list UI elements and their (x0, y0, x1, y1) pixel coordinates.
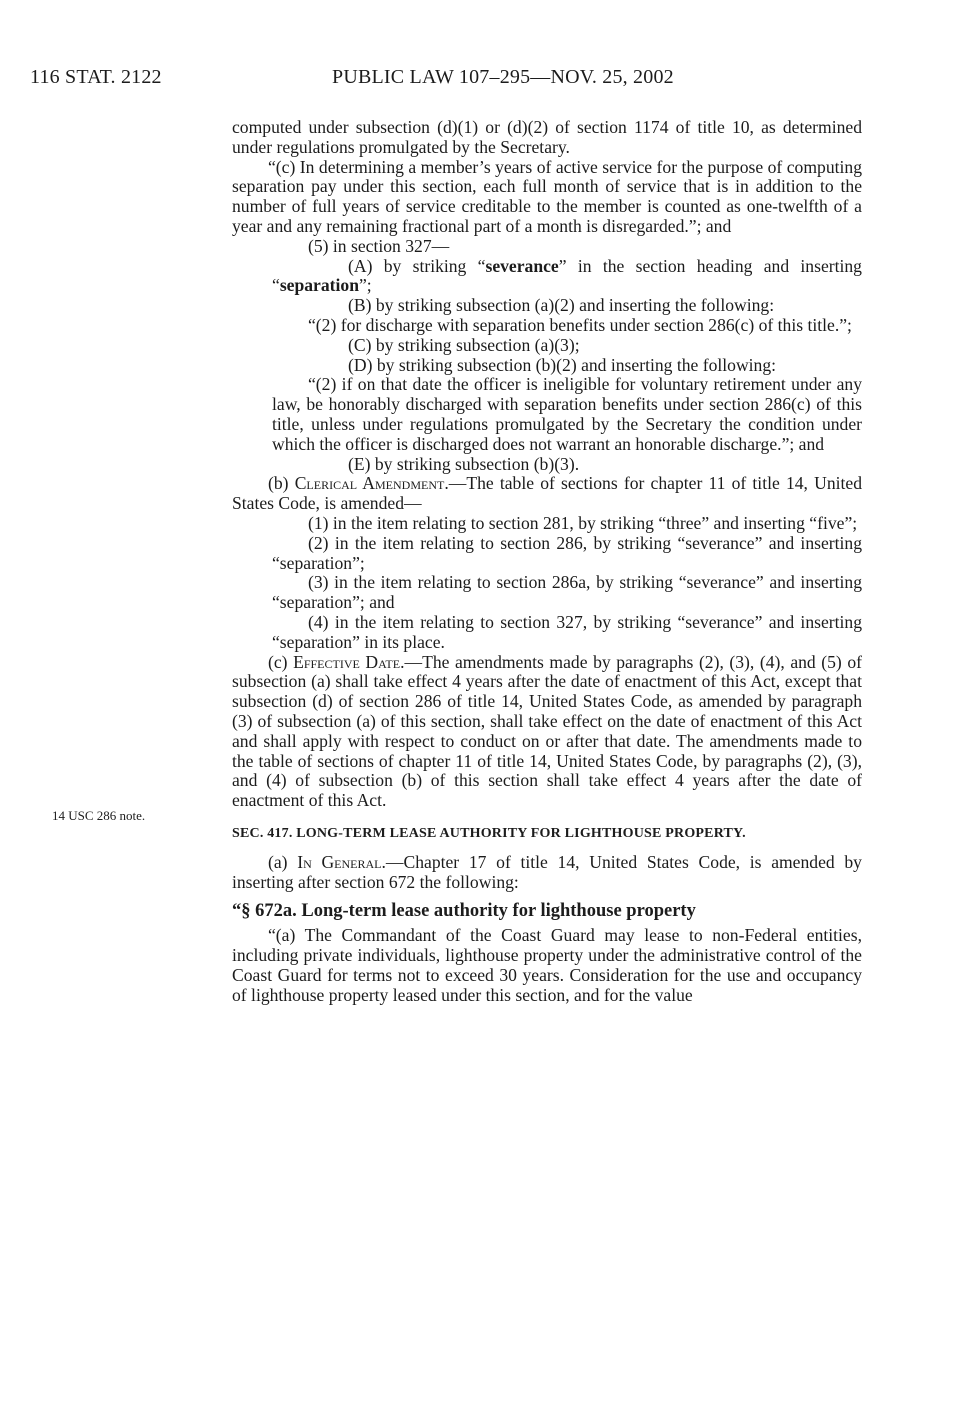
paragraph: (C) by striking subsection (a)(3); (348, 334, 580, 355)
text-run: (c) (268, 651, 294, 672)
page-body (232, 118, 862, 1005)
paragraph (232, 653, 862, 811)
publication-line: PUBLIC LAW 107–295—NOV. 25, 2002 (332, 66, 674, 88)
paragraph: (E) by striking subsection (b)(3). (348, 453, 580, 474)
paragraph: (3) in the item relating to section 286a, by striking “severance” and inserting “separation”; and (272, 572, 862, 613)
running-header (30, 66, 674, 89)
text-run: .—Chapter 17 of title 14, United States Code, is amended by inserting after section 672 the following: (232, 851, 862, 892)
paragraph: (5) in section 327— (308, 235, 450, 256)
section-heading: SEC. 417. LONG-TERM LEASE AUTHORITY FOR LIGHTHOUSE PROPERTY. (232, 825, 746, 841)
paragraph: (4) in the item relating to section 327, by striking “severance” and inserting “separation” in its place. (272, 611, 862, 652)
text-run: (A) by striking “ (348, 255, 486, 276)
paragraph: “(2) for discharge with separation benefits under section 286(c) of this title.”; (308, 314, 852, 335)
paragraph: (B) by striking subsection (a)(2) and inserting the following: (348, 295, 775, 316)
paragraph: “(2) if on that date the officer is ineligible for voluntary retirement under any law, be honorably discharged with separation benefits under section 286(c) of this title, unless under regulations promulgated by the Secretary the condition under which the officer is discharged does not warrant an honorable discharge.”; and (272, 374, 862, 454)
text-run: (a) (268, 851, 298, 872)
text-run: .—The amendments made by paragraphs (2), (3), (4), and (5) of subsection (a) shall take effect 4 years after the date of enactment of this Act, except that subsection (d) of section 286 of title 14, United States Code, as amended by paragraph (3) of subsection (a) of this section, shall take effect on the date of enactment of this Act and shall apply with respect to conduct on or after that date. The amendments made to the table of sections of chapter 11 of title 14, United States Code, by paragraphs (2), (3), and (4) of subsection (b) of this section shall take effect 4 years after the date of enactment of this Act. (232, 651, 862, 811)
subsection-heading: In General (297, 851, 382, 872)
paragraph: “(a) The Commandant of the Coast Guard may lease to non-Federal entities, including private individuals, lighthouse property under the administrative control of the Coast Guard for terms not to exceed 30 years. Consideration for the use and occupancy of lighthouse property leased under this section, and for the value (232, 925, 862, 1005)
text-run: (b) (268, 473, 295, 494)
paragraph: computed under subsection (d)(1) or (d)(2) of section 1174 of title 10, as determined under regulations promulgated by the Secretary. (232, 117, 862, 157)
subsection-heading: Effective Date (293, 651, 401, 672)
stat-page-number: 116 STAT. 2122 (30, 66, 162, 88)
subsection-heading: Clerical Amendment (294, 473, 445, 494)
paragraph (232, 853, 862, 893)
paragraph: (D) by striking subsection (b)(2) and inserting the following: (348, 354, 777, 375)
paragraph (232, 257, 862, 297)
margin-note: 14 USC 286 note. (52, 808, 146, 823)
text-run: ”; (358, 275, 372, 296)
paragraph: “(c) In determining a member’s years of active service for the purpose of computing separation pay under this section, each full month of service that is in addition to the number of full years of service creditable to the member is counted as one-twelfth of a year and any remaining fractional part of a month is disregarded.”; and (232, 156, 862, 236)
text-run: .—The table of sections for chapter 11 of title 14, United States Code, is amended— (232, 473, 862, 514)
bold-term: separation (279, 275, 359, 296)
paragraph (232, 474, 862, 514)
text-run: ” in the section heading and inserting “ (272, 255, 862, 296)
paragraph: (2) in the item relating to section 286, by striking “severance” and inserting “separation”; (272, 532, 862, 573)
bold-term: severance (485, 255, 559, 276)
paragraph: (1) in the item relating to section 281, by striking “three” and inserting “five”; (308, 512, 858, 533)
section-title: “§ 672a. Long-term lease authority for lighthouse property (232, 901, 696, 922)
